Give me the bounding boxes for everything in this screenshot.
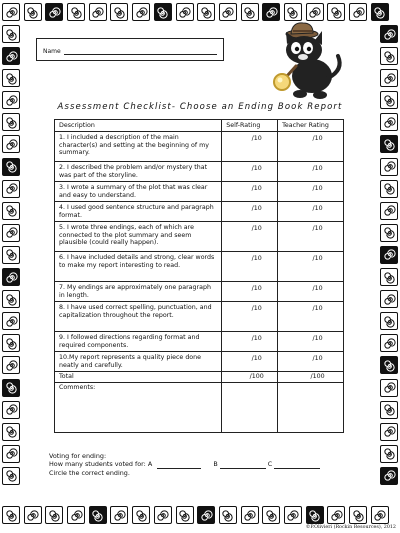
teacher-score: /10 [312,255,323,263]
swirl-icon [2,202,20,220]
swirl-icon [67,3,85,21]
swirl-icon [89,506,107,524]
swirl-icon [45,506,63,524]
teacher-rating-cell[interactable] [278,332,344,352]
teacher-score: /10 [312,335,323,343]
row-description: 7. My endings are approximately one paragraph in length. [55,282,222,302]
swirl-icon [24,3,42,21]
row-description: 2. I described the problem and/or mystery that was part of the storyline. [55,162,222,182]
swirl-icon [2,113,20,131]
row-description: 3. I wrote a summary of the plot that was clear and easy to understand. [55,182,222,202]
swirl-icon [349,3,367,21]
teacher-rating-cell[interactable] [278,222,344,252]
swirl-icon [306,3,324,21]
voting-line [49,460,320,468]
swirl-icon [380,334,398,352]
teacher-rating-cell[interactable] [278,132,344,162]
comments-row [55,382,344,432]
swirl-icon [2,47,20,65]
swirl-icon [2,180,20,198]
self-rating-cell[interactable] [222,352,278,372]
swirl-icon [371,506,389,524]
swirl-icon [2,423,20,441]
total-self-cell[interactable] [222,372,278,382]
border-bottom [2,506,389,524]
swirl-icon [176,3,194,21]
swirl-icon [2,445,20,463]
swirl-icon [2,246,20,264]
swirl-icon [380,246,398,264]
swirl-icon [2,290,20,308]
swirl-icon [380,224,398,242]
copyright-text: ©P.Olivieri (Rockin Resources), 2012 [305,525,396,530]
border-top [2,3,389,21]
teacher-rating-cell[interactable] [278,162,344,182]
teacher-rating-cell[interactable] [278,352,344,372]
swirl-icon [380,113,398,131]
name-box [36,38,224,61]
teacher-rating-cell[interactable] [278,202,344,222]
table-row [55,132,344,162]
swirl-icon [327,3,345,21]
swirl-icon [67,506,85,524]
self-score: /10 [251,285,262,293]
total-teacher-cell[interactable] [278,372,344,382]
swirl-icon [380,401,398,419]
header-self-rating: Self-Rating [222,120,278,132]
total-teacher: /100 [310,373,325,381]
swirl-icon [380,379,398,397]
swirl-icon [380,467,398,485]
header-description: Description [55,120,222,132]
swirl-icon [380,290,398,308]
swirl-icon [284,3,302,21]
vote-a-blank[interactable] [157,463,201,469]
swirl-icon [110,506,128,524]
circle-instruction: Circle the correct ending. [49,468,130,477]
table-row [55,282,344,302]
swirl-icon [327,506,345,524]
table-header-row [55,120,344,132]
self-rating-cell[interactable] [222,252,278,282]
table-row [55,182,344,202]
teacher-score: /10 [312,355,323,363]
self-score: /10 [251,335,262,343]
vote-b-label: B [213,460,218,469]
table-row [55,202,344,222]
header-teacher-rating: Teacher Rating [278,120,344,132]
self-score: /10 [251,205,262,213]
swirl-icon [380,268,398,286]
swirl-icon [154,506,172,524]
table-row [55,332,344,352]
self-rating-cell[interactable] [222,222,278,252]
swirl-icon [2,356,20,374]
teacher-score: /10 [312,185,323,193]
teacher-score: /10 [312,205,323,213]
self-score: /10 [251,185,262,193]
self-score: /10 [251,255,262,263]
detective-cat-icon [272,20,348,102]
row-description: 5. I wrote three endings, each of which are connected to the plot summary and seem plausible (could really happen). [55,222,222,252]
table-row [55,302,344,332]
total-self: /100 [249,373,264,381]
swirl-icon [371,3,389,21]
vote-b-blank[interactable] [220,463,266,469]
swirl-icon [2,135,20,153]
voting-heading: Voting for ending: [49,452,107,460]
row-description: 6. I have included details and strong, clear words to make my report interesting to read. [55,252,222,282]
swirl-icon [132,506,150,524]
swirl-icon [2,268,20,286]
teacher-score: /10 [312,165,323,173]
self-score: /10 [251,225,262,233]
swirl-icon [219,3,237,21]
total-label: Total [55,372,222,382]
swirl-icon [2,69,20,87]
teacher-rating-cell[interactable] [278,182,344,202]
swirl-icon [380,180,398,198]
vote-c-label: C [267,460,273,469]
voting-prompt: How many students voted for: A [49,460,153,469]
teacher-rating-cell[interactable] [278,302,344,332]
table-row [55,352,344,372]
teacher-score: /10 [312,285,323,293]
swirl-icon [132,3,150,21]
swirl-icon [2,312,20,330]
swirl-icon [45,3,63,21]
page-title: Assessment Checklist- Choose an Ending Book Report [57,102,343,112]
swirl-icon [2,3,20,21]
row-description: 4. I used good sentence structure and paragraph format. [55,202,222,222]
swirl-icon [380,25,398,43]
swirl-icon [380,47,398,65]
swirl-icon [380,135,398,153]
table-row [55,222,344,252]
border-left [2,25,20,485]
teacher-rating-cell[interactable] [278,252,344,282]
self-rating-cell[interactable] [222,132,278,162]
row-description: 9. I followed directions regarding format and required components. [55,332,222,352]
row-description: 8. I have used correct spelling, punctuation, and capitalization throughout the report. [55,302,222,332]
swirl-icon [241,506,259,524]
swirl-icon [241,3,259,21]
swirl-icon [380,202,398,220]
swirl-icon [262,506,280,524]
comments-self-cell[interactable] [222,382,278,432]
self-score: /10 [251,305,262,313]
swirl-icon [349,506,367,524]
swirl-icon [197,506,215,524]
self-score: /10 [251,135,262,143]
swirl-icon [306,506,324,524]
swirl-icon [2,224,20,242]
row-description: 1. I included a description of the main character(s) and setting at the beginning of my summary. [55,132,222,162]
self-rating-cell[interactable] [222,302,278,332]
swirl-icon [2,401,20,419]
table-row [55,252,344,282]
border-right [380,25,398,485]
self-rating-cell[interactable] [222,282,278,302]
swirl-icon [154,3,172,21]
swirl-icon [2,334,20,352]
voting-section [49,452,320,477]
swirl-icon [24,506,42,524]
row-description: 10.My report represents a quality piece done neatly and carefully. [55,352,222,372]
swirl-icon [284,506,302,524]
vote-c-blank[interactable] [274,463,320,469]
swirl-icon [380,69,398,87]
teacher-score: /10 [312,135,323,143]
swirl-icon [2,158,20,176]
swirl-icon [219,506,237,524]
swirl-icon [2,25,20,43]
comments-label: Comments: [55,382,222,432]
swirl-icon [380,356,398,374]
swirl-icon [380,312,398,330]
swirl-icon [2,467,20,485]
swirl-icon [176,506,194,524]
swirl-icon [380,423,398,441]
self-score: /10 [251,355,262,363]
swirl-icon [380,445,398,463]
total-row [55,372,344,382]
self-rating-cell[interactable] [222,332,278,352]
name-field[interactable] [64,49,217,55]
swirl-icon [89,3,107,21]
self-rating-cell[interactable] [222,182,278,202]
self-score: /10 [251,165,262,173]
swirl-icon [380,158,398,176]
swirl-icon [262,3,280,21]
name-label: Name [43,48,61,55]
assessment-table [54,119,344,433]
swirl-icon [197,3,215,21]
teacher-score: /10 [312,225,323,233]
swirl-icon [110,3,128,21]
teacher-score: /10 [312,305,323,313]
swirl-icon [2,506,20,524]
self-rating-cell[interactable] [222,162,278,182]
table-row [55,162,344,182]
teacher-rating-cell[interactable] [278,282,344,302]
self-rating-cell[interactable] [222,202,278,222]
comments-teacher-cell[interactable] [278,382,344,432]
swirl-icon [2,379,20,397]
